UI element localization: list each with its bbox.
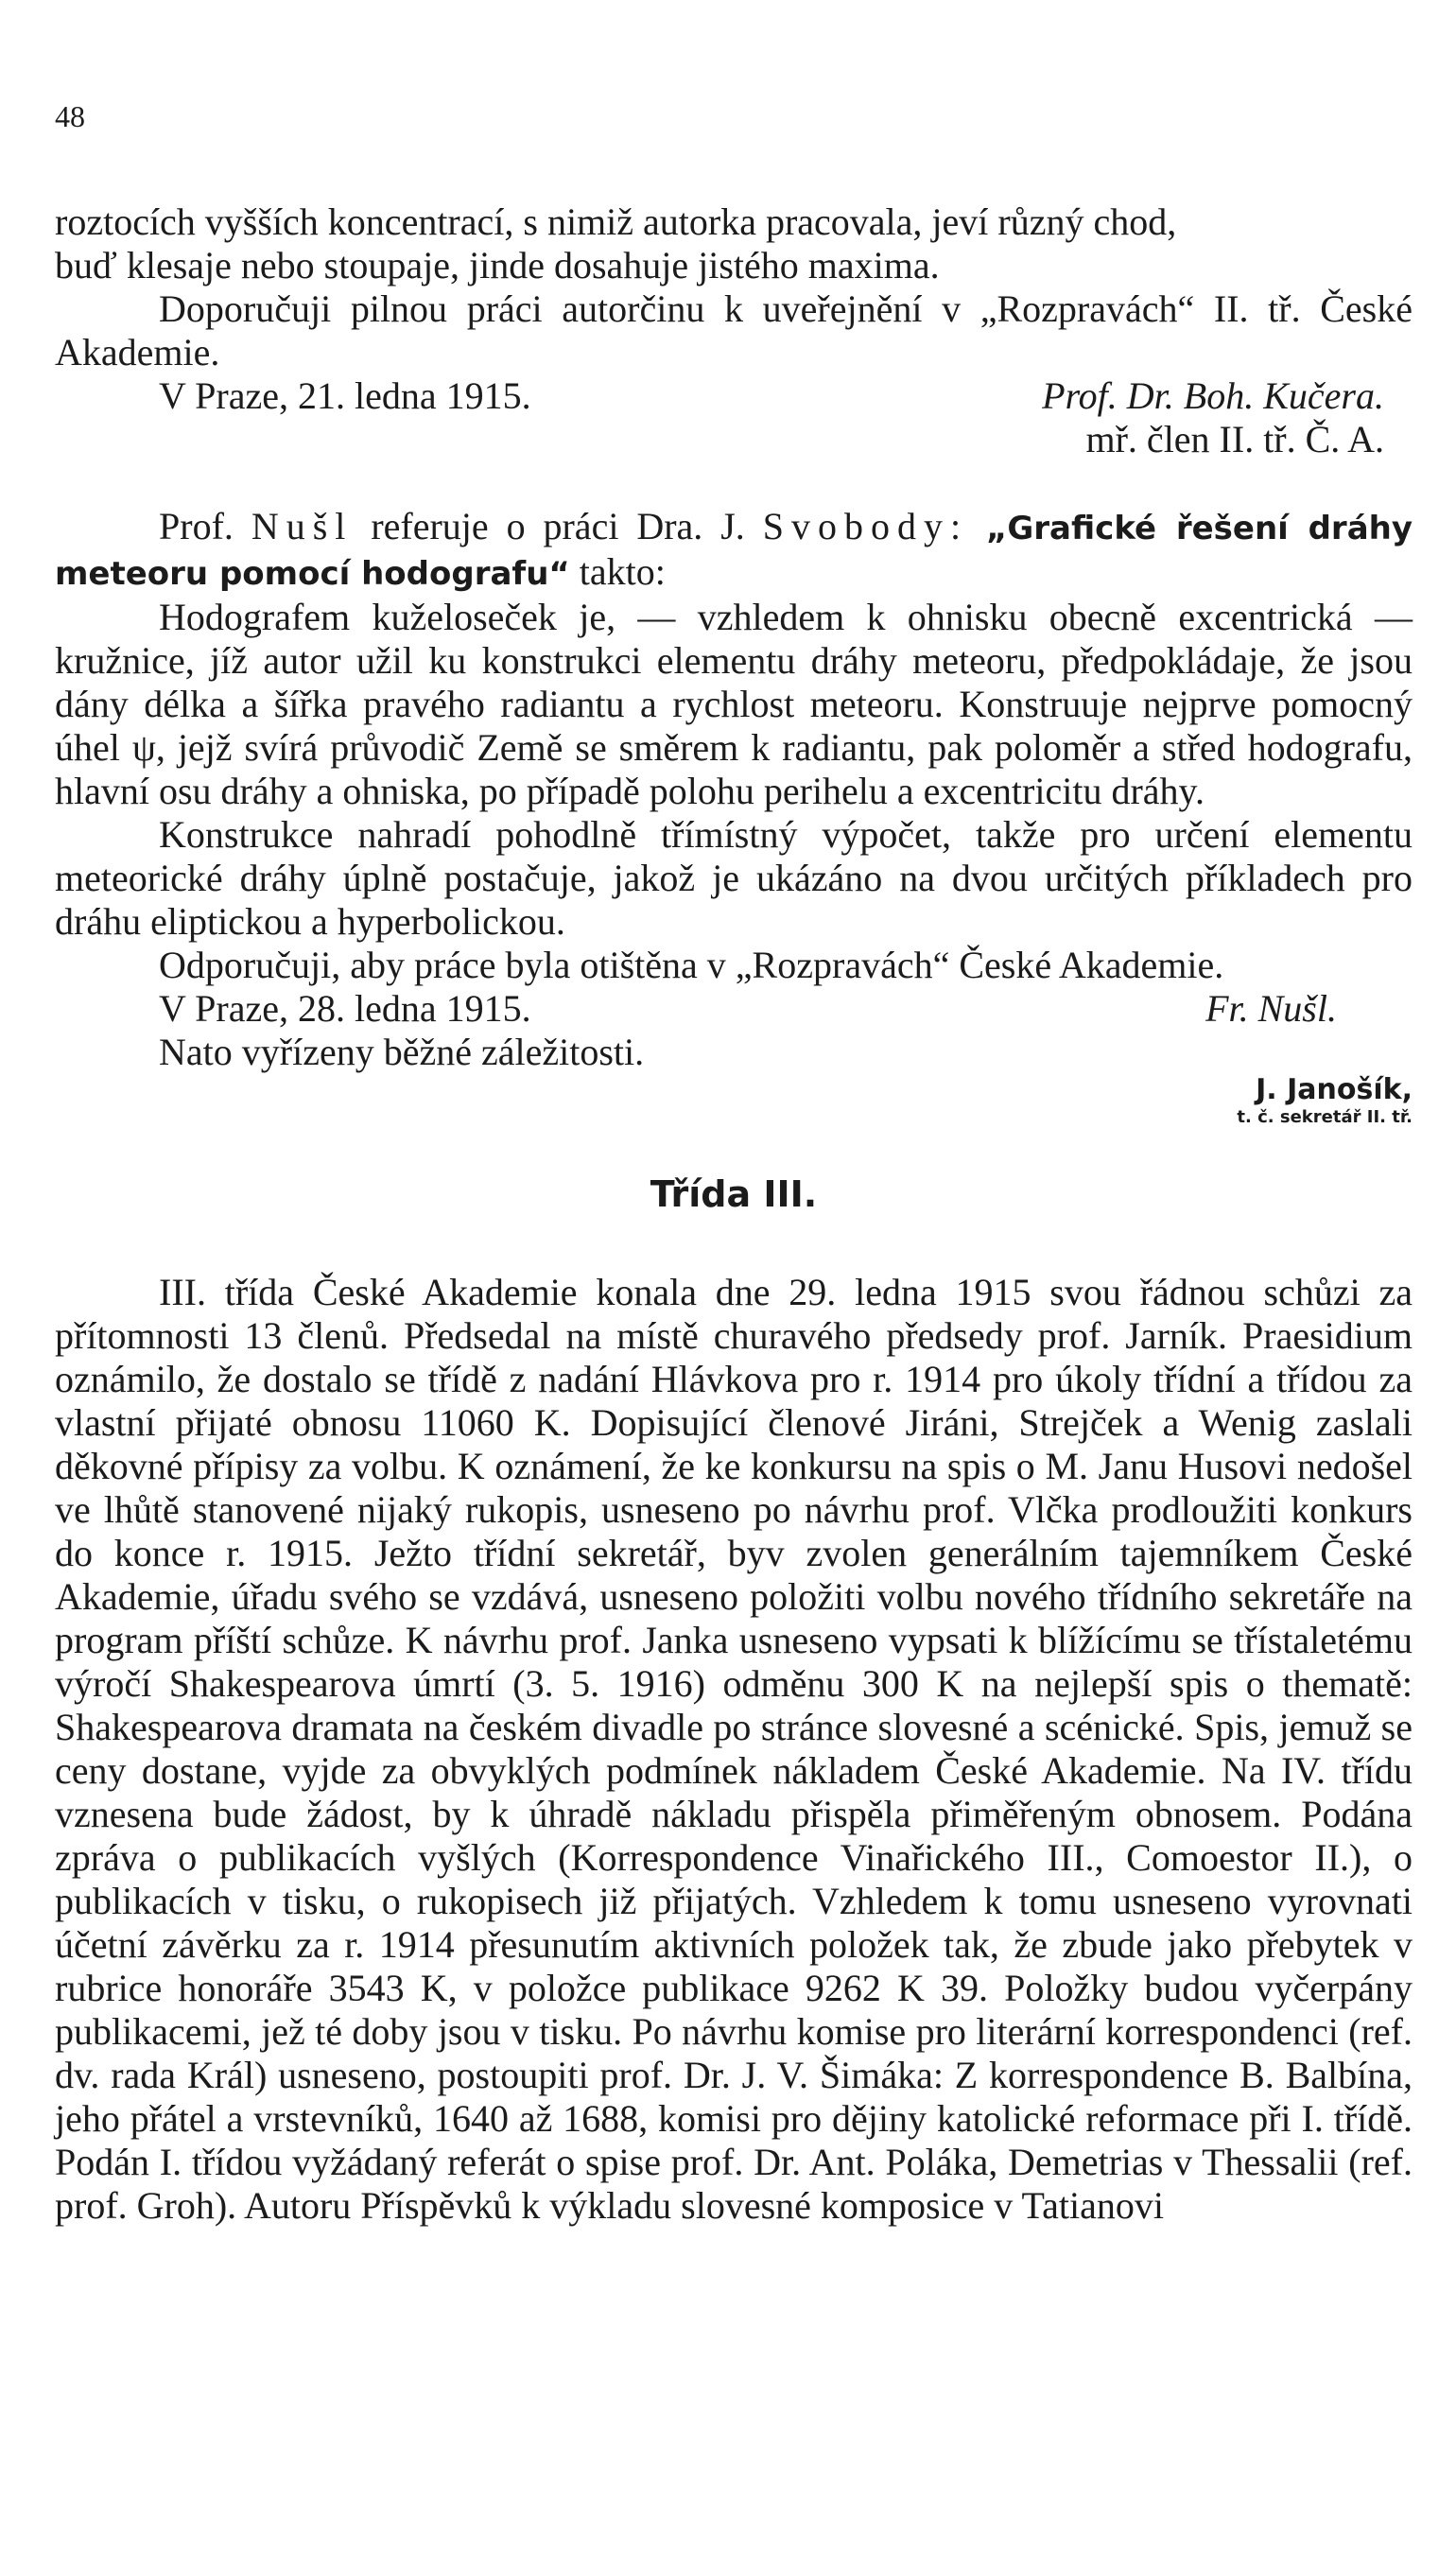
report2-intro-name2: Svobody: — [762, 505, 969, 547]
report2-intro-name: Nušl — [251, 505, 354, 547]
report2-recommendation: Odporučuji, aby práce byla otištěna v „Rozpravách“ České Akademie. — [159, 944, 1224, 986]
report2-paragraph-1: Hodografem kuželoseček je, — vzhledem k ohnisku obecně excentrická — kružnice, jíž autor užil ku konstrukci elementu dráhy meteoru, předpokládaje, že jsou dány délka a šířka pravého radiantu a rychlost meteoru. Konstruuje nejprve pomocný úhel ψ, jejž svírá průvodič Země se směrem k radiantu, pak poloměr a střed hodografu, hlavní osu dráhy a ohniska, po případě polohu perihelu a excentricitu dráhy. — [55, 596, 1413, 812]
report2-intro-mid: referuje o práci Dra. J. — [371, 505, 745, 547]
report2-paragraph-2: Konstrukce nahradí pohodlně třímístný výpočet, takže pro určení elementu meteorické dráhy úplně postačuje, jakož je ukázáno na dvou určitých příkladech pro dráhu eliptickou a hyperbolickou. — [55, 813, 1413, 943]
report1-recommendation: Doporučuji pilnou práci autorčinu k uveřejnění v „Rozpravách“ II. tř. České Akademie. — [55, 287, 1413, 373]
page-body — [55, 200, 1413, 2228]
report2-intro — [55, 505, 1413, 596]
secretary-title: t. č. sekretář II. tř. — [1237, 1107, 1413, 1127]
report1-place-date: V Praze, 21. ledna 1915. — [159, 374, 531, 417]
section-heading: Třída III. — [650, 1173, 818, 1215]
secretary-name: J. Janošík, — [1256, 1073, 1413, 1106]
report1-signature-name: Prof. Dr. Boh. Kučera. — [1042, 374, 1384, 417]
report1-signature-title: mř. člen II. tř. Č. A. — [1085, 418, 1384, 460]
report2-closing: Nato vyřízeny běžné záležitosti. — [159, 1031, 645, 1073]
spacer — [55, 461, 1413, 505]
report2-signature-row — [55, 987, 1413, 1031]
report2-place-date: V Praze, 28. ledna 1915. — [159, 987, 531, 1030]
report1-line-2: buď klesaje nebo stoupaje, jinde dosahuje jistého maxima. — [55, 244, 940, 286]
page-number: 48 — [55, 99, 85, 133]
report1-signature-row — [55, 374, 1413, 418]
report2-intro-prefix: Prof. — [159, 505, 234, 547]
report1-line-1: roztocích vyšších koncentrací, s nimiž autorka pracovala, jeví různý chod, — [55, 200, 1177, 243]
report2-title: „Grafické řešení dráhy meteoru pomocí hodografu“ — [55, 510, 1413, 593]
report2-signature: Fr. Nušl. — [1205, 987, 1337, 1030]
report2-intro-suffix: takto: — [579, 550, 666, 593]
section3-paragraph: III. třída České Akademie konala dne 29. ledna 1915 svou řádnou schůzi za přítomnosti 13 členů. Předsedal na místě churavého předsedy prof. Jarník. Praesidium oznámilo, že dostalo se třídě z nadání Hlávkova pro r. 1914 pro úkoly třídní a třídou za vlastní přijaté obnosu 11060 K. Dopisující členové Jiráni, Strejček a Wenig zaslali děkovné přípisy za volbu. K oznámení, že ke konkursu na spis o M. Janu Husovi nedošel ve lhůtě stanovené nijaký rukopis, usneseno po návrhu prof. Vlčka prodloužiti konkurs do konce r. 1915. Ježto třídní sekretář, byv zvolen generálním tajemníkem České Akademie, úřadu svého se vzdává, usneseno položiti volbu nového třídního sekretáře na program příští schůze. K návrhu prof. Janka usneseno vypsati k blížícímu se třístaletému výročí Shakespearova úmrtí (3. 5. 1916) odměnu 300 K na nejlepší spis o thematě: Shakespearova dramata na českém divadle po stránce slovesné a scénické. Spis, jemuž se ceny dostane, vyjde za obvyklých podmínek nákladem České Akademie. Na IV. třídu vznesena bude žádost, by k úhradě nákladu přispěla přiměřeným obnosem. Podána zpráva o publikacích vyšlých (Korrespondence Vinařického III., Comoestor II.), o publikacích v tisku, o rukopisech již přijatých. Vzhledem k tomu usneseno vyrovnati účetní závěrku za r. 1914 přesunutím aktivních položek tak, že zbude jako přebytek v rubrice honoráře 3543 K, v položce publikace 9262 K 39. Položky budou vyčerpány publikacemi, jež té doby jsou v tisku. Po návrhu komise pro literární korrespondenci (ref. dv. rada Král) usneseno, postoupiti prof. Dr. J. V. Šimáka: Z korrespondence B. Balbína, jeho přátel a vrstevníků, 1640 až 1688, komisi pro dějiny katolické reformace při I. třídě. Podán I. třídou vyžádaný referát o spise prof. Dr. Ant. Poláka, Demetrias v Thessalii (ref. prof. Groh). Autoru Příspěvků k výkladu slovesné komposice v Tatianovi — [55, 1271, 1413, 2227]
